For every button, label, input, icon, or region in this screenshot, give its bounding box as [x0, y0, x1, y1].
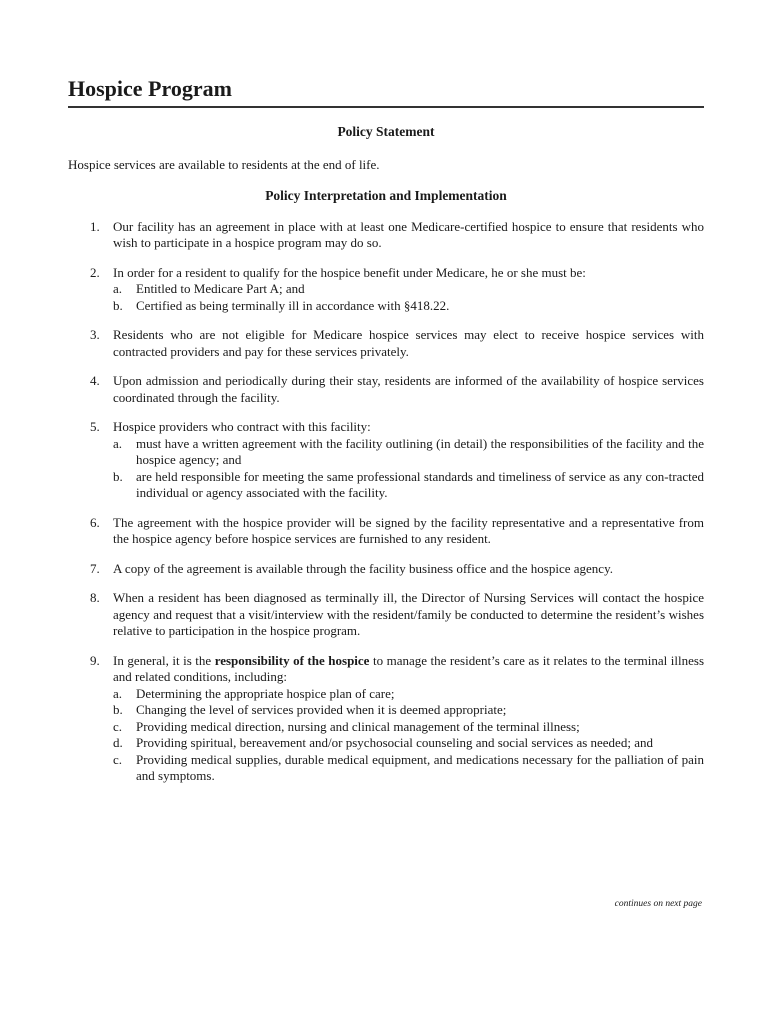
item-number: 2. — [90, 264, 100, 280]
sub-item-text: Entitled to Medicare Part A; and — [136, 281, 305, 296]
sub-item-letter: a. — [113, 435, 123, 451]
sub-item-text: Providing spiritual, bereavement and/or psychosocial counseling and social services as needed; and — [136, 735, 653, 750]
title-divider — [68, 106, 704, 108]
item-number: 1. — [90, 218, 100, 234]
sub-item-text: Certified as being terminally ill in accordance with §418.22. — [136, 297, 450, 313]
item-text: A copy of the agreement is available through the facility business office and the hospice agency. — [113, 560, 613, 576]
item-number: 3. — [90, 327, 100, 342]
sub-list — [113, 686, 704, 785]
item-text-tail: to manage the resident’s care as it relates to the terminal illness and related conditions, including: — [113, 652, 705, 684]
sub-item-letter: b. — [113, 468, 123, 484]
sub-item-text: are held responsible for meeting the same professional standards and timeliness of service as any con-tracted individual or agency associated with the facility. — [136, 468, 704, 500]
sub-list — [113, 436, 704, 502]
item-text: The agreement with the hospice provider will be signed by the facility representative and a representative from the hospice agency before hospice services are furnished to any resident. — [113, 514, 704, 546]
item-number: 5. — [90, 419, 100, 434]
item-text: In order for a resident to qualify for the hospice benefit under Medicare, he or she must be: — [113, 264, 586, 280]
list-item — [68, 515, 704, 548]
policy-items-list — [68, 219, 704, 785]
policy-statement-heading: Policy Statement — [337, 124, 435, 139]
item-number: 7. — [90, 560, 100, 576]
sub-item — [113, 436, 704, 469]
sub-item-letter: b. — [113, 297, 123, 313]
item-number: 8. — [90, 590, 100, 605]
sub-item — [113, 281, 704, 298]
item-text-emphasis: responsibility of the hospice — [214, 652, 370, 668]
list-item — [68, 265, 704, 315]
list-item — [68, 373, 704, 406]
sub-list — [113, 281, 704, 314]
list-item — [68, 219, 704, 252]
list-item — [68, 561, 704, 578]
item-number: 4. — [90, 373, 100, 388]
continues-footer-note: continues on next page — [614, 899, 702, 909]
sub-item-text: Changing the level of services provided when it is deemed appropriate; — [136, 702, 507, 717]
sub-item-letter: c. — [113, 751, 123, 767]
policy-statement-text: Hospice services are available to residents at the end of life. — [68, 156, 380, 172]
sub-item-letter: a. — [113, 281, 123, 296]
item-text: Our facility has an agreement in place with at least one Medicare-certified hospice to ensure that residents who wish to participate in a hospice program may do so. — [113, 218, 704, 250]
list-item — [68, 653, 704, 785]
item-text-lead: In general, it is the — [113, 652, 215, 668]
item-text — [113, 653, 704, 686]
sub-item-text: Providing medical direction, nursing and clinical management of the terminal illness; — [136, 718, 580, 734]
sub-item — [113, 298, 704, 315]
sub-item-text: must have a written agreement with the facility outlining (in detail) the responsibilities of the facility and the hospice agency; and — [136, 435, 704, 467]
sub-item — [113, 752, 704, 785]
document-body — [68, 124, 704, 798]
sub-item — [113, 719, 704, 736]
sub-item-text: Determining the appropriate hospice plan of care; — [136, 685, 395, 701]
sub-item-letter: c. — [113, 718, 123, 734]
item-text: Residents who are not eligible for Medicare hospice services may elect to receive hospice services with contracted providers and pay for these services privately. — [113, 327, 704, 359]
list-item — [68, 327, 704, 360]
page-title: Hospice Program — [68, 76, 232, 101]
sub-item-letter: a. — [113, 685, 123, 701]
sub-item-letter: d. — [113, 735, 123, 750]
list-item — [68, 419, 704, 502]
sub-item — [113, 686, 704, 703]
list-item — [68, 590, 704, 640]
sub-item — [113, 469, 704, 502]
sub-item-letter: b. — [113, 702, 123, 717]
item-text: Upon admission and periodically during their stay, residents are informed of the availability of hospice services coordinated through the facility. — [113, 373, 704, 405]
interpretation-heading: Policy Interpretation and Implementation — [265, 188, 507, 203]
sub-item-text: Providing medical supplies, durable medical equipment, and medications necessary for the palliation of pain and symptoms. — [136, 751, 704, 783]
item-text: When a resident has been diagnosed as terminally ill, the Director of Nursing Services will contact the hospice agency and request that a visit/interview with the resident/family be conducted to determine the resident’s wishes relative to participation in the hospice program. — [113, 590, 704, 638]
item-number: 9. — [90, 652, 100, 668]
item-text: Hospice providers who contract with this facility: — [113, 419, 371, 434]
sub-item — [113, 735, 704, 752]
sub-item — [113, 702, 704, 719]
item-number: 6. — [90, 514, 100, 530]
